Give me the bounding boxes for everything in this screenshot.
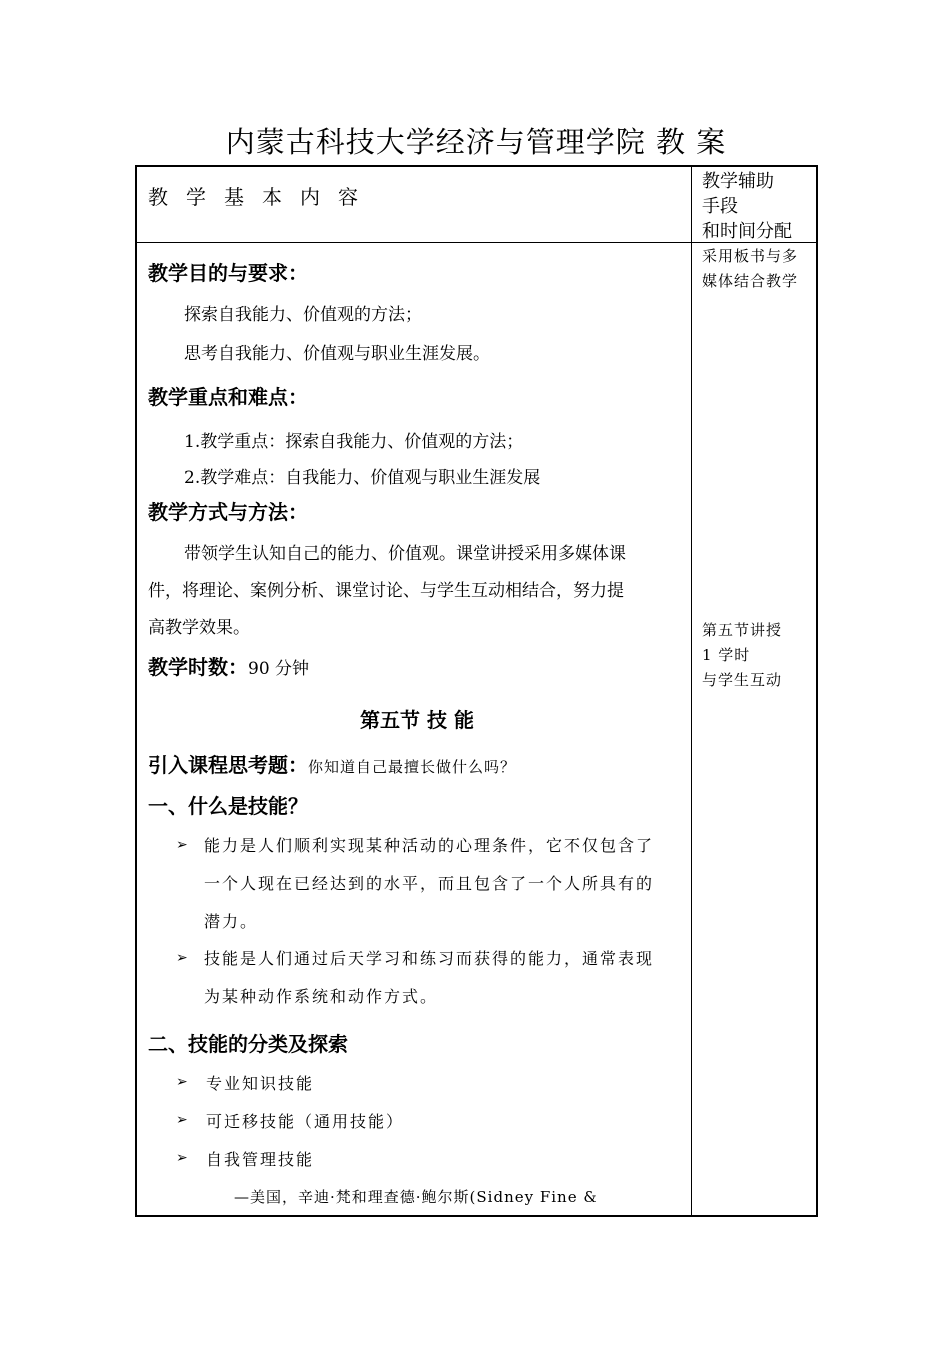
intro-text: 你知道自己最擅长做什么吗？: [308, 758, 517, 776]
goal-heading: 教学目的与要求：: [148, 261, 308, 285]
bullet-arrow-icon: ➢: [176, 1074, 188, 1090]
key-heading: 教学重点和难点：: [148, 385, 308, 409]
part2-bullet-1: 专业知识技能: [206, 1074, 315, 1093]
side-note-2-line-2: 1 学时: [702, 646, 751, 664]
hours-row: [148, 651, 309, 680]
side-note-1-line-1: 采用板书与多: [702, 247, 799, 265]
method-line-3: 高教学效果。: [148, 618, 250, 638]
side-note-2-line-1: 第五节讲授: [702, 621, 783, 639]
goal-item-2: 思考自我能力、价值观与职业生涯发展。: [184, 344, 490, 364]
section-title: 第五节 技 能: [360, 708, 474, 732]
header-side-line-2: 手段: [702, 196, 738, 217]
method-line-1: 带领学生认知自己的能力、价值观。课堂讲授采用多媒体课: [184, 544, 626, 564]
method-heading: 教学方式与方法：: [148, 500, 308, 524]
part2-reference: —美国，辛迪·梵和理查德·鲍尔斯(Sidney Fine &: [234, 1188, 598, 1206]
intro-label: 引入课程思考题：: [148, 753, 308, 777]
part1-b2-line-1: 技能是人们通过后天学习和练习而获得的能力，通常表现: [204, 949, 655, 968]
part1-b1-line-1: 能力是人们顺利实现某种活动的心理条件，它不仅包含了: [204, 836, 655, 855]
hours-label: 教学时数：: [148, 655, 248, 679]
key-item-1: 1.教学重点：探索自我能力、价值观的方法；: [184, 432, 524, 452]
part1-b1-line-3: 潜力。: [204, 912, 259, 931]
bullet-arrow-icon: ➢: [176, 1112, 188, 1128]
part2-bullet-3: 自我管理技能: [206, 1150, 315, 1169]
side-note-1-line-2: 媒体结合教学: [702, 272, 799, 290]
bullet-arrow-icon: ➢: [176, 1150, 188, 1166]
goal-item-1: 探索自我能力、价值观的方法；: [184, 305, 422, 325]
lesson-plan-table: [135, 165, 818, 1217]
header-main: 教学基本内容: [148, 185, 376, 209]
hours-value: 90 分钟: [248, 659, 310, 679]
part1-b2-line-2: 为某种动作系统和动作方式。: [204, 987, 439, 1006]
bullet-arrow-icon: ➢: [176, 950, 188, 966]
part2-heading: 二、技能的分类及探索: [148, 1032, 348, 1056]
method-line-2: 件，将理论、案例分析、课堂讨论、与学生互动相结合，努力提: [148, 581, 624, 601]
bullet-arrow-icon: ➢: [176, 837, 188, 853]
header-side-line-1: 教学辅助: [702, 171, 774, 192]
header-side-line-3: 和时间分配: [702, 221, 792, 242]
part2-bullet-2: 可迁移技能（通用技能）: [206, 1112, 405, 1131]
key-item-2: 2.教学难点：自我能力、价值观与职业生涯发展: [184, 468, 541, 488]
side-note-2-line-3: 与学生互动: [702, 671, 783, 689]
intro-row: [148, 749, 516, 780]
part1-b1-line-2: 一个人现在已经达到的水平，而且包含了一个人所具有的: [204, 874, 655, 893]
column-divider: [691, 167, 692, 1215]
part1-heading: 一、什么是技能？: [148, 794, 308, 818]
page-title: 内蒙古科技大学经济与管理学院 教 案: [225, 125, 727, 159]
